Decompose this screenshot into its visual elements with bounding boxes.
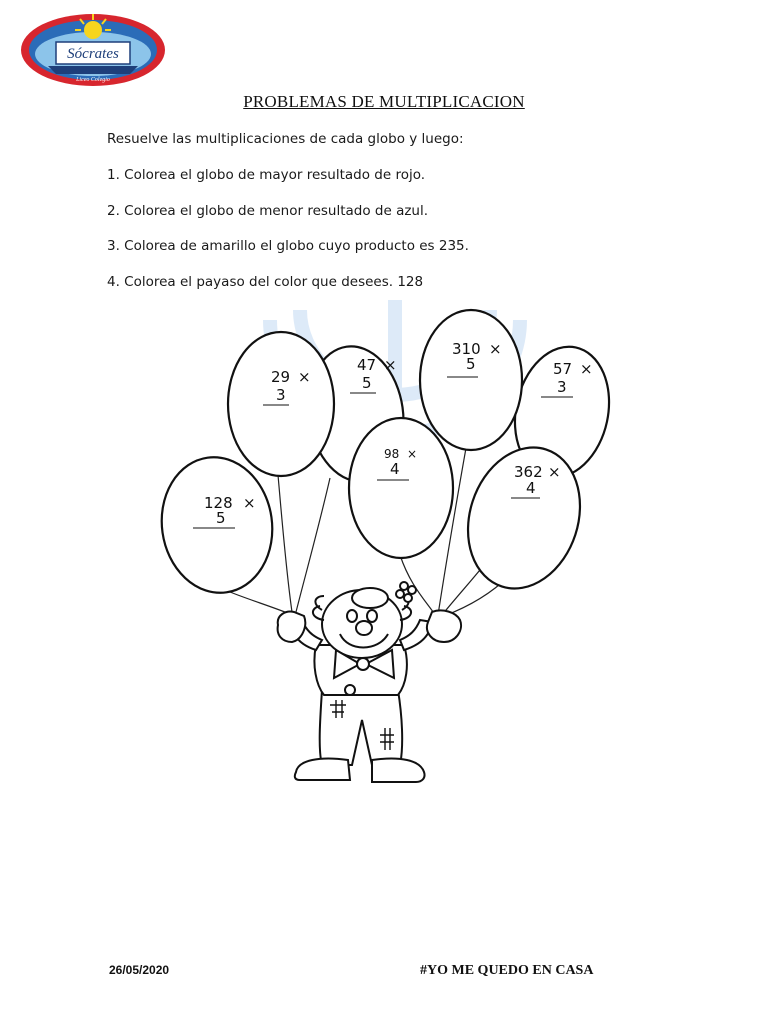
- logo-tagline: Liceo Colegio: [76, 77, 110, 83]
- balloon-factor-top: 47: [357, 356, 377, 374]
- flower-icon: [396, 582, 416, 602]
- instruction-2: 2. Colorea el globo de menor resultado de azul.: [107, 203, 429, 219]
- balloon-factor-bottom: 3: [276, 386, 286, 404]
- balloon-outline: [349, 418, 453, 558]
- page-title: PROBLEMAS DE MULTIPLICACION: [243, 92, 525, 111]
- balloon-factor-top: 362: [514, 463, 543, 481]
- multiply-sign: ×: [489, 340, 502, 358]
- balloon-factor-bottom: 4: [526, 479, 536, 497]
- multiply-sign: ×: [548, 463, 561, 481]
- multiply-sign: ×: [243, 494, 256, 512]
- school-logo: [18, 10, 168, 90]
- balloon-factor-bottom: 3: [557, 378, 567, 396]
- multiply-sign: ×: [407, 447, 418, 461]
- multiply-sign: ×: [298, 368, 311, 386]
- balloons-clown-illustration: [0, 300, 768, 800]
- balloon-factor-top: 128: [204, 494, 233, 512]
- logo-name: Sócrates: [67, 46, 119, 62]
- multiply-sign: ×: [580, 360, 593, 378]
- instruction-4: 4. Colorea el payaso del color que desees. 128: [107, 274, 424, 290]
- balloon-factor-top: 310: [452, 340, 481, 358]
- balloon-factor-top: 98: [384, 447, 400, 461]
- balloon-outline: [228, 332, 334, 476]
- instruction-1: 1. Colorea el globo de mayor resultado de rojo.: [107, 167, 426, 183]
- instruction-3: 3. Colorea de amarillo el globo cuyo producto es 235.: [107, 238, 469, 254]
- balloon-outline: [420, 310, 522, 450]
- footer-slogan: #YO ME QUEDO EN CASA: [420, 963, 594, 978]
- footer-date: 26/05/2020: [109, 963, 170, 977]
- multiply-sign: ×: [384, 356, 397, 374]
- clown-figure[interactable]: [278, 582, 461, 782]
- balloon-factor-bottom: 5: [216, 509, 226, 527]
- balloon-factor-bottom: 4: [390, 460, 400, 478]
- balloon-factor-top: 29: [271, 368, 291, 386]
- balloon-factor-top: 57: [553, 360, 573, 378]
- balloon-factor-bottom: 5: [362, 374, 372, 392]
- instruction-intro: Resuelve las multiplicaciones de cada globo y luego:: [107, 131, 464, 147]
- balloon-factor-bottom: 5: [466, 355, 476, 373]
